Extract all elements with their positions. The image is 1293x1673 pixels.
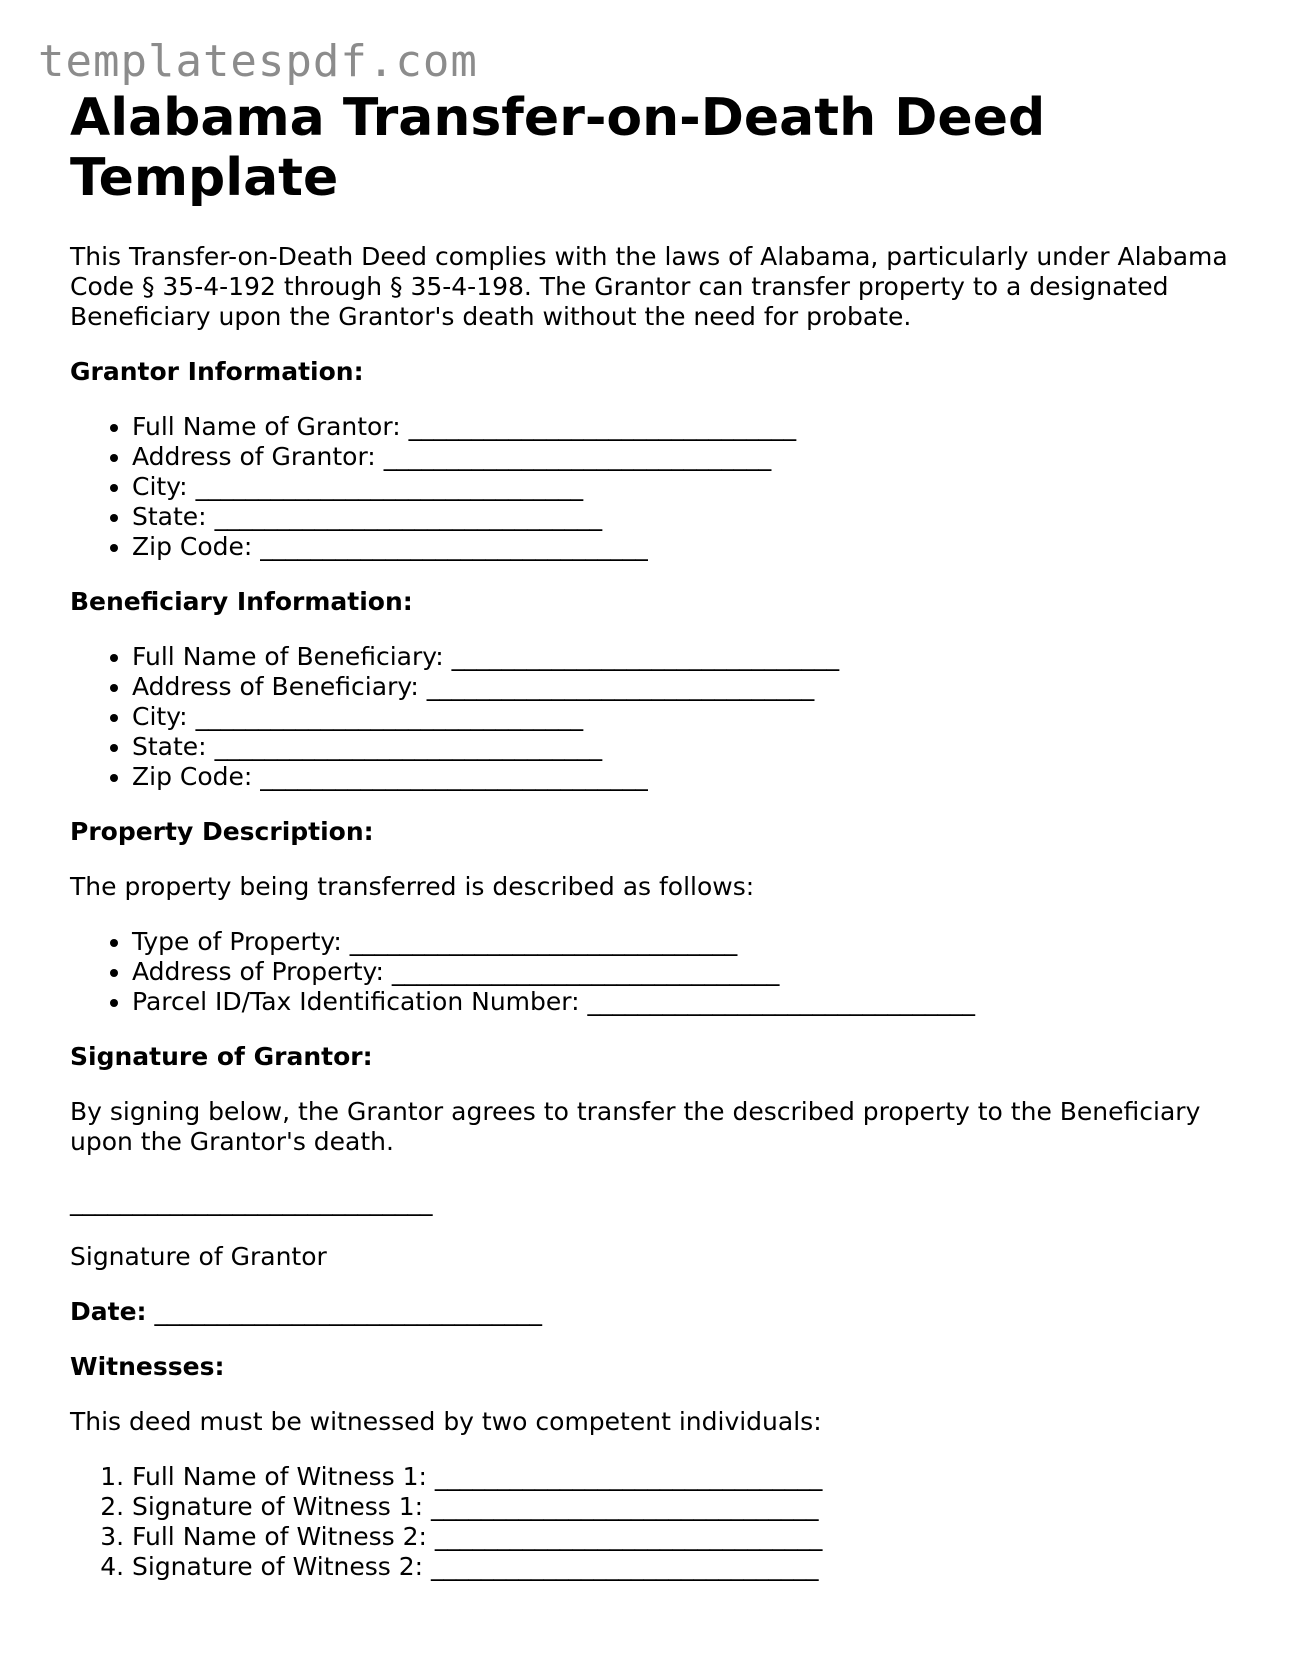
date-field: Date: _______________________________ — [70, 1297, 542, 1326]
property-field: • Type of Property: _______________________________ — [132, 927, 1230, 957]
witness-field: 1. Full Name of Witness 1: _______________________________ — [132, 1462, 1230, 1492]
beneficiary-fields — [70, 642, 1230, 792]
grantor-field: • Full Name of Grantor: _______________________________ — [132, 412, 1230, 442]
property-heading: Property Description: — [70, 817, 374, 846]
signature-heading: Signature of Grantor: — [70, 1042, 373, 1071]
witness-fields — [70, 1462, 1230, 1582]
witnesses-heading: Witnesses: — [70, 1352, 225, 1381]
beneficiary-field: • Zip Code: _______________________________ — [132, 762, 1230, 792]
property-intro: The property being transferred is described as follows: — [70, 872, 755, 901]
property-field: • Address of Property: _______________________________ — [132, 957, 1230, 987]
beneficiary-field: • Address of Beneficiary: _______________________________ — [132, 672, 1230, 702]
beneficiary-field: • Full Name of Beneficiary: _______________________________ — [132, 642, 1230, 672]
intro-paragraph: This Transfer-on-Death Deed complies with the laws of Alabama, particularly under Alabama Code § 35-4-192 through § 35-4-198. The Grantor can transfer property to a designated Beneficiary upon the Grantor's death without the need for probate. — [70, 242, 1228, 331]
watermark: templatespdf.com — [38, 36, 478, 87]
property-field: • Parcel ID/Tax Identification Number: _______________________________ — [132, 987, 1230, 1017]
witness-field: 2. Signature of Witness 1: _______________________________ — [132, 1492, 1230, 1522]
grantor-heading: Grantor Information: — [70, 357, 364, 386]
signature-text: By signing below, the Grantor agrees to transfer the described property to the Beneficiary upon the Grantor's death. — [70, 1097, 1201, 1156]
grantor-field: • City: _______________________________ — [132, 472, 1230, 502]
beneficiary-field: • State: _______________________________ — [132, 732, 1230, 762]
grantor-fields — [70, 412, 1230, 562]
signature-caption: Signature of Grantor — [70, 1242, 327, 1271]
witness-field: 4. Signature of Witness 2: _______________________________ — [132, 1552, 1230, 1582]
beneficiary-field: • City: _______________________________ — [132, 702, 1230, 732]
date-label: Date: — [70, 1297, 147, 1326]
document-page — [70, 88, 1230, 1607]
property-fields — [70, 927, 1230, 1017]
document-title: Alabama Transfer-on-Death Deed Template — [70, 88, 1046, 208]
grantor-field: • Address of Grantor: _______________________________ — [132, 442, 1230, 472]
signature-line: _____________________________ — [70, 1187, 433, 1216]
grantor-field: • Zip Code: _______________________________ — [132, 532, 1230, 562]
grantor-field: • State: _______________________________ — [132, 502, 1230, 532]
witness-field: 3. Full Name of Witness 2: _______________________________ — [132, 1522, 1230, 1552]
beneficiary-heading: Beneficiary Information: — [70, 587, 413, 616]
witnesses-intro: This deed must be witnessed by two competent individuals: — [70, 1407, 822, 1436]
